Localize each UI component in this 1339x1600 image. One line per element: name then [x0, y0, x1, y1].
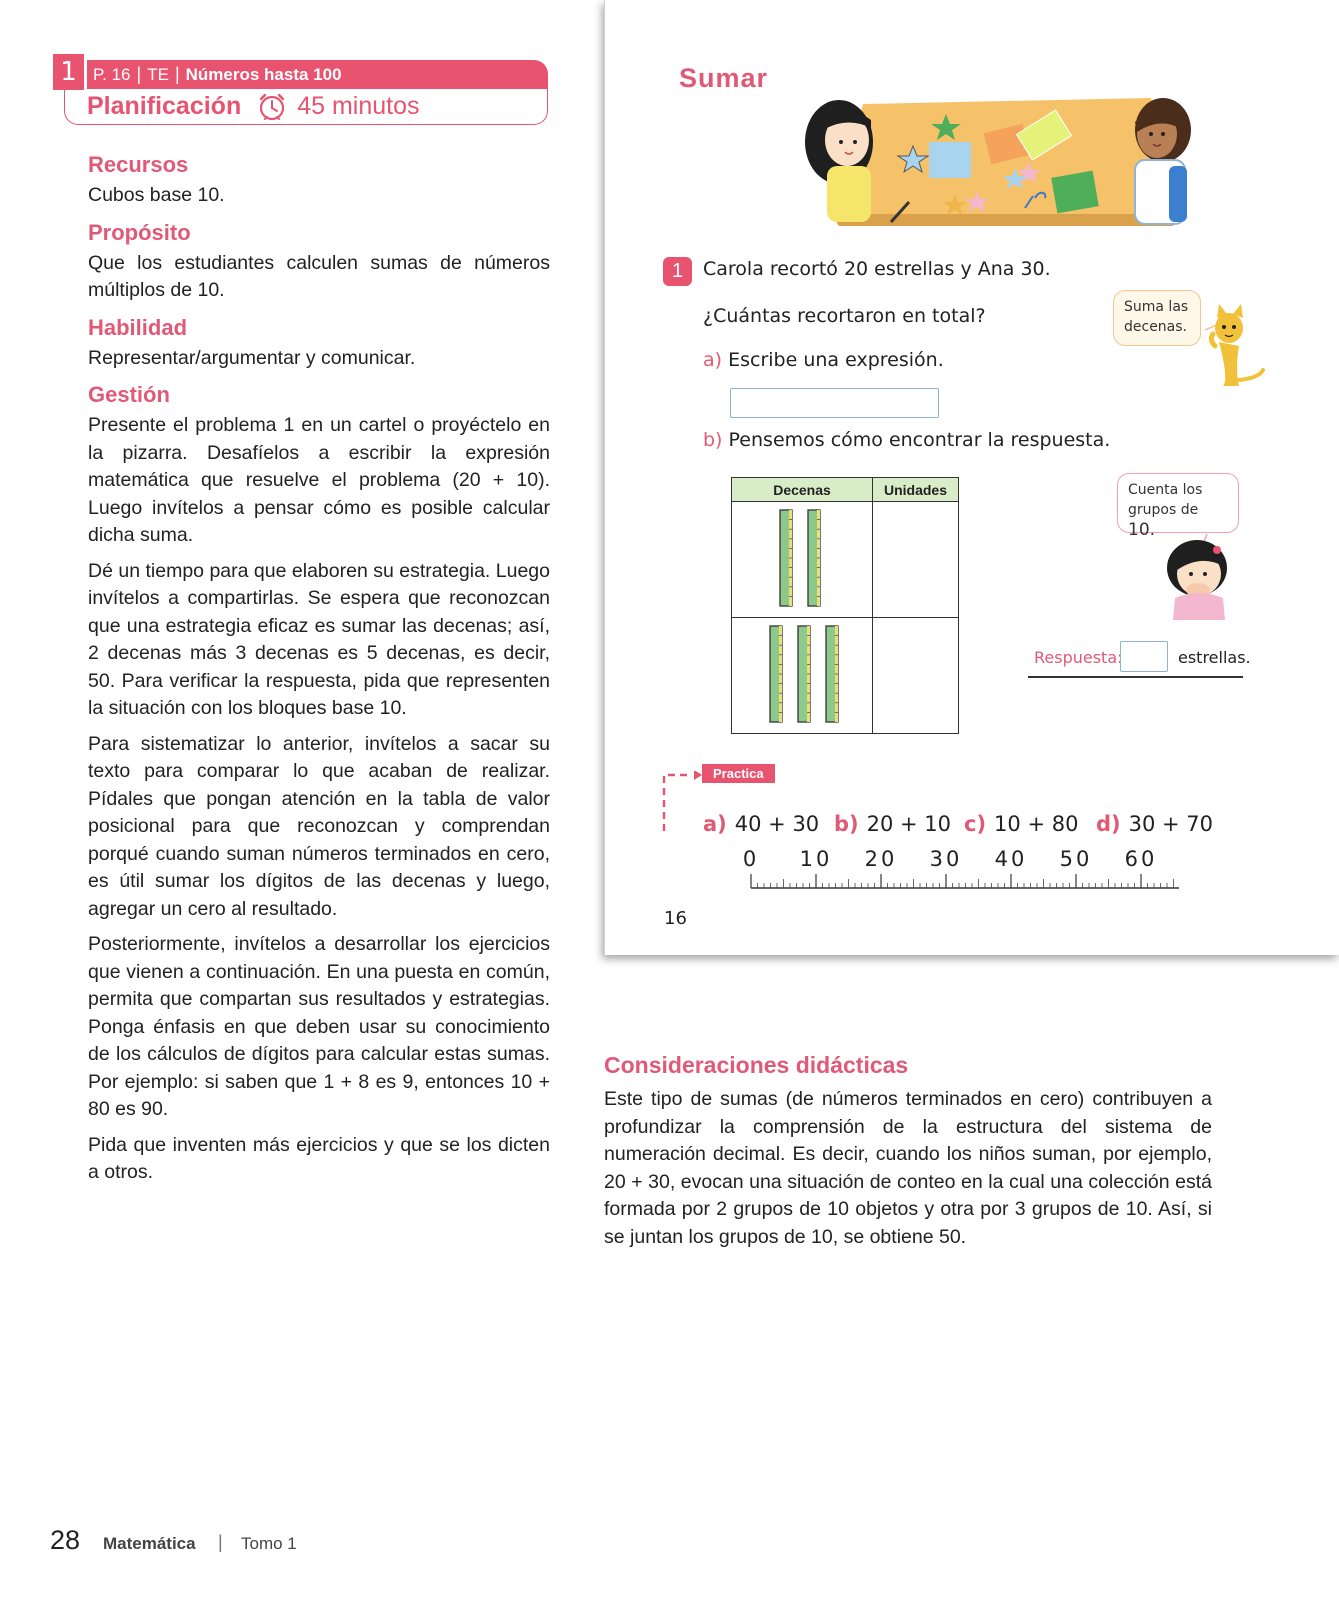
divider: | — [174, 64, 180, 84]
tens-rods — [732, 502, 872, 617]
part-a-letter: a) — [703, 349, 723, 371]
alarm-clock-icon — [257, 92, 287, 122]
ruler-label: 20 — [864, 850, 898, 871]
problem-number-badge: 1 — [663, 257, 692, 286]
student-page-preview — [604, 0, 1339, 955]
gestion-paragraph: Posteriormente, invítelos a desarrollar los ejercicios que vienen a continuación. En una puesta en común, permita que compartan sus resultados y estrategias. Ponga énfasis en que deben usar su conocimiento de los cálculos de dígitos para calcular estas sumas. Por ejemplo: si saben que 1 + 8 es 9, entonces 10 + 80 es 90. — [88, 933, 550, 1120]
bubble-text: grupos de — [1128, 502, 1199, 518]
proposito-heading: Propósito — [88, 219, 191, 245]
answer-underline — [1028, 676, 1243, 678]
exercise-letter: c) — [964, 812, 987, 836]
cat-speech-bubble — [1113, 290, 1201, 346]
tens-rod — [808, 510, 820, 606]
gestion-paragraph: Para sistematizar lo anterior, invítelos a sacar su texto para comparar lo que acaban de realizar. Pídales que pongan atención en la tabla de valor posicional para que reconozcan y comprendan porqué cuando suman números terminados en cero, es útil sumar los dígitos de las decenas y luego, agregar un cero al resultado. — [88, 732, 550, 920]
bubble-line: decenas. — [1124, 319, 1188, 335]
divider: | — [136, 64, 142, 84]
tens-rod — [770, 626, 782, 722]
ruler-label: 60 — [1124, 850, 1158, 871]
exercise-letter: d) — [1096, 812, 1121, 836]
units-cell-row2 — [873, 618, 959, 734]
number-line-ruler — [743, 850, 1193, 898]
lesson-title: Sumar — [679, 63, 769, 93]
unit-number: 1 — [53, 54, 87, 90]
problem-question: ¿Cuántas recortaron en total? — [703, 305, 986, 327]
planning-content — [88, 152, 550, 1187]
te-label: TE — [147, 64, 169, 84]
part-b — [703, 429, 1110, 451]
exercise-d — [1096, 812, 1213, 836]
answer-label: Respuesta: — [1034, 648, 1123, 667]
answer-input-box[interactable] — [1120, 641, 1168, 672]
table-header-unidades: Unidades — [873, 478, 959, 502]
proposito-text: Que los estudiantes calculen sumas de números múltiplos de 10. — [88, 251, 550, 301]
part-a — [703, 349, 944, 371]
girl-character — [1161, 534, 1241, 620]
planning-box — [64, 89, 548, 125]
practice-label: Practica — [702, 764, 775, 783]
answer-unit: estrellas. — [1178, 648, 1251, 667]
student-page-number: 16 — [664, 908, 687, 929]
place-value-table — [731, 477, 959, 734]
rods-drawing — [732, 618, 866, 732]
ruler-label: 0 — [743, 850, 760, 871]
tens-cell-row1 — [732, 502, 873, 618]
part-b-text: Pensemos cómo encontrar la respuesta. — [728, 429, 1111, 451]
footer-page-number: 28 — [50, 1525, 81, 1555]
gestion-paragraph: Dé un tiempo para que elaboren su estrategia. Luego invítelos a compartirlas. Se espera que reconozcan que una estrategia eficaz es sumar las decenas; así, 2 decenas más 3 decenas es 5 decenas, es decir, 50. Para verificar la respuesta, pida que representen la situación con los bloques base 10. — [88, 559, 550, 719]
didactics-text: Este tipo de sumas (de números terminados en cero) contribuyen a profundizar la comprensión de la estructura del sistema de numeración decimal. Es decir, cuando los niños suman, por ejemplo, 20 + 30, evocan una situación de conteo en la cual una colección está formada por 2 grupos de 10 objetos y otra por 3 grupos de 10. Así, si se juntan los grupos de 10, se obtiene 50. — [604, 1088, 1212, 1248]
ruler-label: 50 — [1059, 850, 1093, 871]
rods-drawing — [732, 502, 866, 616]
ruler-label: 30 — [929, 850, 963, 871]
habilidad-text: Representar/argumentar y comunicar. — [88, 346, 416, 369]
exercise-a — [703, 812, 819, 836]
part-b-letter: b) — [703, 429, 723, 451]
planning-duration: 45 minutos — [297, 92, 420, 120]
exercise-letter: b) — [834, 812, 859, 836]
didactics-heading: Consideraciones didácticas — [604, 1052, 909, 1078]
recursos-text: Cubos base 10. — [88, 184, 225, 206]
cat-character — [1203, 300, 1273, 392]
exercise-expression: 40 + 30 — [734, 812, 820, 836]
gestion-paragraph: Presente el problema 1 en un cartel o proyéctelo en la pizarra. Desafíelos a escribir la expresión matemática que resuelve el problema (20 + 10). Luego invítelos a pensar cómo es posible calcular dicha suma. — [88, 414, 550, 546]
exercise-c — [964, 812, 1078, 836]
girl-speech-bubble — [1117, 473, 1239, 540]
units-cell-row1 — [873, 502, 959, 618]
tens-rod — [780, 510, 792, 606]
bubble-line: Suma las — [1124, 299, 1189, 315]
bubble-number: 10. — [1128, 520, 1156, 540]
table-header-decenas: Decenas — [732, 478, 873, 502]
tens-rod — [826, 626, 838, 722]
exercise-letter: a) — [703, 812, 727, 836]
gestion-heading: Gestión — [88, 382, 170, 407]
recursos-heading: Recursos — [88, 152, 189, 177]
exercise-expression: 10 + 80 — [994, 812, 1079, 836]
page-reference: P. 16 — [93, 64, 131, 84]
bubble-line: Cuenta los — [1128, 482, 1203, 498]
classroom-illustration — [801, 86, 1201, 232]
ruler-label: 10 — [799, 850, 833, 871]
gestion-paragraph: Pida que inventen más ejercicios y que se los dicten a otros. — [88, 1133, 550, 1183]
tens-rod — [798, 626, 810, 722]
habilidad-heading: Habilidad — [88, 314, 188, 340]
tens-cell-row2 — [732, 618, 873, 734]
expression-answer-box[interactable] — [730, 388, 939, 418]
exercise-expression: 20 + 10 — [866, 812, 952, 836]
tens-rods — [732, 618, 872, 733]
footer-volume: Tomo 1 — [241, 1534, 297, 1553]
ruler-label: 40 — [994, 850, 1028, 871]
unit-header-bar — [53, 56, 548, 89]
part-a-text: Escribe una expresión. — [728, 349, 944, 371]
footer-subject: Matemática — [103, 1534, 196, 1553]
footer-divider: | — [218, 1532, 223, 1552]
unit-title: Números hasta 100 — [185, 64, 342, 84]
exercise-b — [834, 812, 951, 836]
exercise-expression: 30 + 70 — [1128, 812, 1214, 836]
problem-text: Carola recortó 20 estrellas y Ana 30. — [703, 258, 1051, 280]
planning-title: Planificación — [87, 92, 242, 120]
